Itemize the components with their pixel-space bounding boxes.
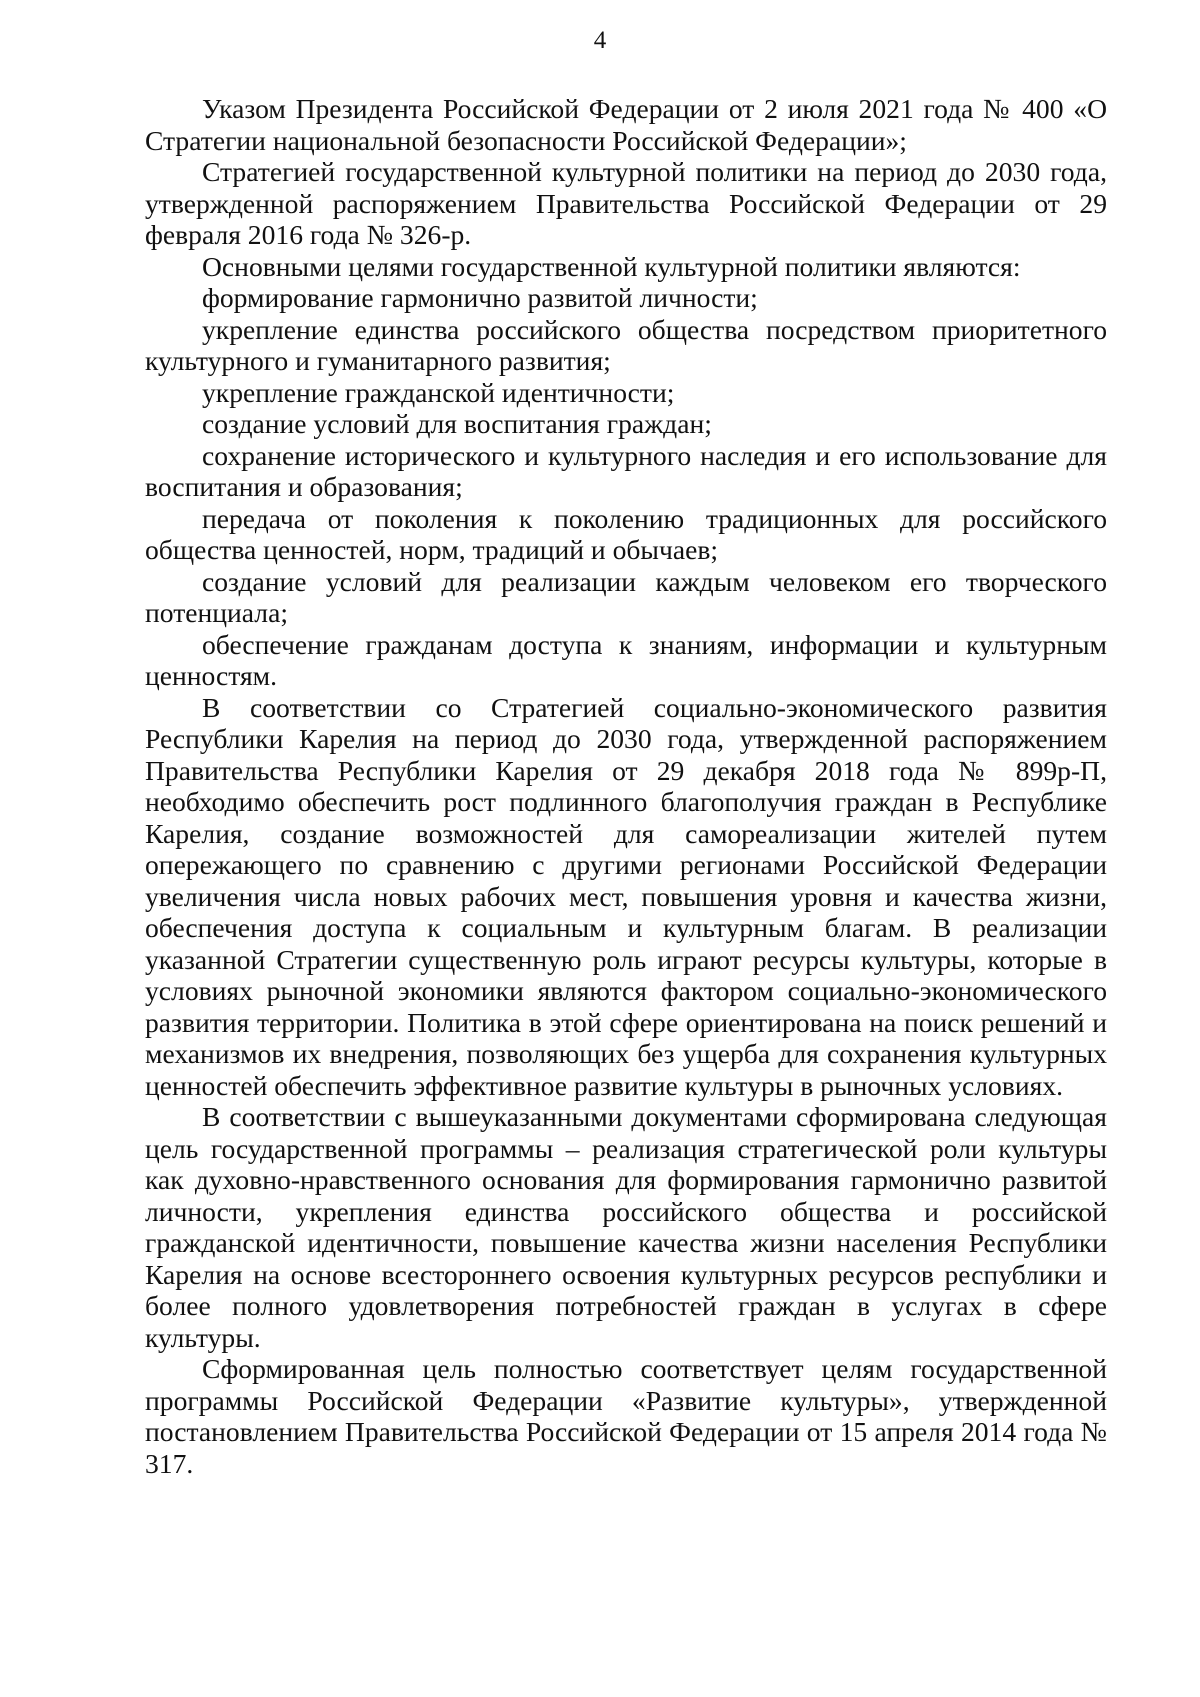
list-item-goal: обеспечение гражданам доступа к знаниям, информации и культурным ценностям.: [145, 628, 1107, 691]
paragraph-decree-national-security: Указом Президента Российской Федерации от 2 июля 2021 года № 400 «О Стратегии национальной безопасности Российской Федерации»;: [145, 93, 1107, 156]
list-item-goal: создание условий для воспитания граждан;: [202, 408, 712, 439]
list-item-goal: создание условий для реализации каждым человеком его творческого потенциала;: [145, 565, 1107, 628]
page-number: 4: [593, 27, 607, 54]
paragraph-goals-intro: Основными целями государственной культурной политики являются:: [202, 250, 1021, 282]
document-body: [145, 93, 1107, 1479]
paragraph-cultural-policy-strategy: Стратегией государственной культурной политики на период до 2030 года, утвержденной распоряжением Правительства Российской Федерации от 29 февраля 2016 года № 326-р.: [145, 156, 1107, 250]
list-item-goal: сохранение исторического и культурного наследия и его использование для воспитания и образования;: [145, 439, 1107, 502]
list-item-goal: укрепление гражданской идентичности;: [202, 376, 675, 408]
list-item-goal: передача от поколения к поколению традиционных для российского общества ценностей, норм, традиций и обычаев;: [145, 502, 1107, 565]
paragraph-program-goal: В соответствии с вышеуказанными документами сформирована следующая цель государственной программы – реализация стратегической роли культуры как духовно-нравственного основания для формирования гармонично развитой личности, укрепления единства российского общества и российской гражданской идентичности, повышение качества жизни населения Республики Карелия на основе всестороннего освоения культурных ресурсов республики и более полного удовлетворения потребностей граждан в услугах в сфере культуры.: [145, 1101, 1107, 1353]
paragraph-federal-program-alignment: Сформированная цель полностью соответствует целям государственной программы Российской Федерации «Развитие культуры», утвержденной постановлением Правительства Российской Федерации от 15 апреля 2014 года № 317.: [145, 1353, 1107, 1479]
list-item-goal: укрепление единства российского общества посредством приоритетного культурного и гуманитарного развития;: [145, 313, 1107, 376]
paragraph-socioeconomic-strategy: В соответствии со Стратегией социально-экономического развития Республики Карелия на период до 2030 года, утвержденной распоряжением Правительства Республики Карелия от 29 декабря 2018 года № 899р-П, необходимо обеспечить рост подлинного благополучия граждан в Республике Карелия, создание возможностей для самореализации жителей путем опережающего по сравнению с другими регионами Российской Федерации увеличения числа новых рабочих мест, повышения уровня и качества жизни, обеспечения доступа к социальным и культурным благам. В реализации указанной Стратегии существенную роль играют ресурсы культуры, которые в условиях рыночной экономики являются фактором социально-экономического развития территории. Политика в этой сфере ориентирована на поиск решений и механизмов их внедрения, позволяющих без ущерба для сохранения культурных ценностей обеспечить эффективное развитие культуры в рыночных условиях.: [145, 691, 1107, 1101]
list-item-goal: формирование гармонично развитой личности;: [202, 282, 758, 313]
